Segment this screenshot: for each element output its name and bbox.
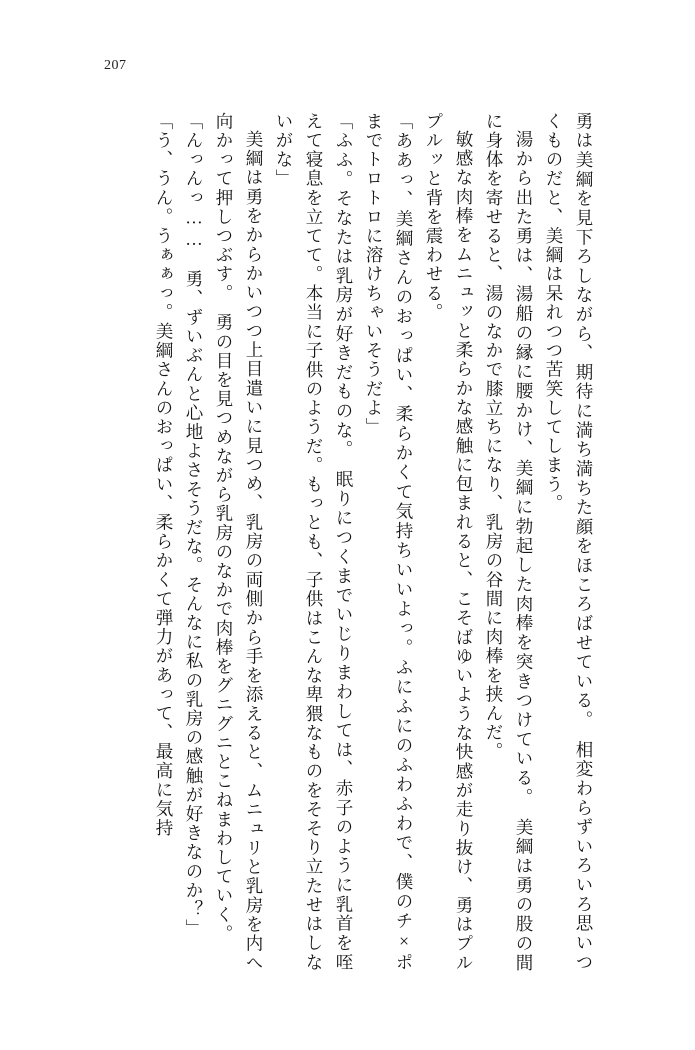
- paragraph: 湯から出た勇は、湯船の縁に腰かけ、美綱に勃起した肉棒を突きつけている。 美綱は勇の股の間に身体を寄せると、湯のなかで膝立ちになり、乳房の谷間に肉棒を挟んだ。: [484, 112, 534, 972]
- page-number: 207: [104, 58, 127, 73]
- body-text: [59, 112, 599, 972]
- paragraph: 美綱は勇をからかいつつ上目遣いに見つめ、乳房の両側から手を添えると、ムニュリと乳房を内へ向かって押しつぶす。 勇の目を見つめながら乳房のなかで肉棒をグニグニとこねまわしていく。: [214, 112, 264, 972]
- paragraph: 「ふふ。そなたは乳房が好きだものな。 眠りにつくまでいじりまわしては、赤子のように乳首を咥えて寝息を立てて。本当に子供のようだ。もっとも、子供はこんな卑猥なものをそそり立たせはしないがな」: [274, 112, 354, 972]
- paragraph: 「んっんっ…… 勇、ずいぶんと心地よさそうだな。そんなに私の乳房の感触が好きなのか？」: [184, 112, 204, 939]
- paragraph: 「ああっ、美綱さんのおっぱい、柔らかくて気持ちいいよっ。ふにふにのふわふわで、僕のチ×ポまでトロトロに溶けちゃいそうだよ」: [364, 112, 414, 972]
- paragraph: 勇は美綱を見下ろしながら、期待に満ち満ちた顔をほころばせている。 相変わらずいろいろ思いつくものだと、美綱は呆れつつ苦笑してしまう。: [544, 112, 594, 972]
- paragraph: 敏感な肉棒をムニュッと柔らかな感触に包まれると、こそばゆいような快感が走り抜け、勇はプルプルッと背を震わせる。: [424, 112, 474, 972]
- paragraph: 「う、うん。うぁぁっ。美綱さんのおっぱい、柔らかくて弾力があって、最高に気持: [154, 112, 174, 838]
